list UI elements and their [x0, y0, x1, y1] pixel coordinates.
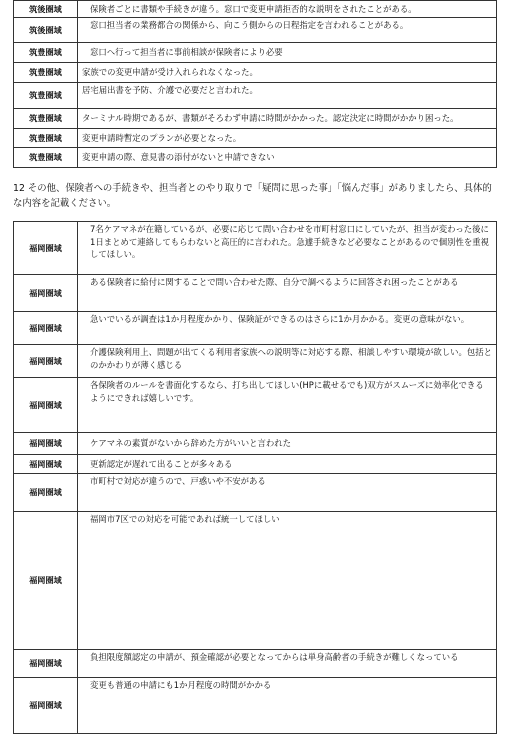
- table-row: [14, 148, 497, 168]
- table-row: [14, 43, 497, 63]
- comment-cell: 居宅届出書を予防、介護で必要だと言われた。: [78, 83, 497, 109]
- comment-cell: 変更も普通の申請にも1か月程度の時間がかかる: [78, 678, 497, 734]
- area-cell: 福岡圏域: [14, 678, 78, 734]
- area-cell: 福岡圏域: [14, 433, 78, 455]
- table-row: [14, 678, 497, 734]
- comment-cell: ある保険者に給付に関することで問い合わせた際、自分で調べるように回答され困ったことがある: [78, 275, 497, 312]
- consultation-table-1: [13, 0, 497, 168]
- table-row: [14, 109, 497, 129]
- comment-cell: 変更申請時暫定のプランが必要となった。: [78, 129, 497, 148]
- area-cell: 福岡圏域: [14, 345, 78, 378]
- comment-cell: 変更申請の際、意見書の添付がないと申請できない: [78, 148, 497, 168]
- table-row: [14, 83, 497, 109]
- area-cell: 筑豊圏域: [14, 83, 78, 109]
- area-cell: 筑豊圏域: [14, 129, 78, 148]
- comment-cell: 家族での変更申請が受け入れられなくなった。: [78, 63, 497, 83]
- area-cell: 筑豊圏域: [14, 109, 78, 129]
- comment-cell: 窓口へ行って担当者に事前相談が保険者により必要: [78, 43, 497, 63]
- area-cell: 福岡圏域: [14, 312, 78, 345]
- table-row: [14, 455, 497, 474]
- comment-cell: 福岡市7区での対応を可能であれば統一してほしい: [78, 512, 497, 650]
- comment-cell: 各保険者のルールを書面化するなら、打ち出してほしい(HPに載せるでも)双方がスムーズに効率化できるようにできれば嬉しいです。: [78, 378, 497, 433]
- area-cell: 筑豊圏域: [14, 148, 78, 168]
- comment-cell: ケアマネの素質がないから辞めた方がいいと言われた: [78, 433, 497, 455]
- area-cell: 筑後圏域: [14, 18, 78, 43]
- consultation-table-2: [13, 221, 497, 734]
- comment-cell: 窓口担当者の業務都合の関係から、向こう側からの日程指定を言われることがある。: [78, 18, 497, 43]
- area-cell: 福岡圏域: [14, 512, 78, 650]
- comment-cell: 介護保険利用上、問題が出てくる利用者家族への説明等に対応する際、相談しやすい環境が欲しい。包括とのかかわりが薄く感じる: [78, 345, 497, 378]
- table-row: [14, 512, 497, 650]
- area-cell: 福岡圏域: [14, 455, 78, 474]
- table-row: [14, 63, 497, 83]
- table-row: [14, 129, 497, 148]
- comment-cell: ターミナル時期であるが、書類がそろわず申請に時間がかかった。認定決定に時間がかかり困った。: [78, 109, 497, 129]
- comment-cell: 負担限度額認定の申請が、預金確認が必要となってからは単身高齢者の手続きが難しくなっている: [78, 650, 497, 678]
- table-row: [14, 345, 497, 378]
- table-row: [14, 378, 497, 433]
- comment-cell: 市町村で対応が違うので、戸惑いや不安がある: [78, 474, 497, 512]
- table-row: [14, 222, 497, 275]
- table-row: [14, 650, 497, 678]
- area-cell: 福岡圏域: [14, 378, 78, 433]
- comment-cell: 保険者ごとに書類や手続きが違う。窓口で変更申請拒否的な説明をされたことがある。: [78, 1, 497, 18]
- area-cell: 筑後圏域: [14, 1, 78, 18]
- question-12-heading: 12 その他、保険者への手続きや、担当者とのやり取りで「疑問に思った事」「悩んだ事」がありましたら、具体的な内容を記載ください。: [13, 183, 492, 210]
- comment-cell: 7名ケアマネが在籍しているが、必要に応じて問い合わせを市町村窓口にしていたが、担当が変わった後に1日まとめて連絡してもらわないと高圧的に言われた。急遽手続きなど必要なことがあるので個別性を重視してほしい。: [78, 222, 497, 275]
- area-cell: 筑豊圏域: [14, 43, 78, 63]
- area-cell: 筑豊圏域: [14, 63, 78, 83]
- table-row: [14, 433, 497, 455]
- table-row: [14, 18, 497, 43]
- area-cell: 福岡圏域: [14, 474, 78, 512]
- table-row: [14, 1, 497, 18]
- area-cell: 福岡圏域: [14, 650, 78, 678]
- comment-cell: 急いでいるが調査は1か月程度かかり、保険証ができるのはさらに1か月かかる。変更の意味がない。: [78, 312, 497, 345]
- table-row: [14, 474, 497, 512]
- table-row: [14, 312, 497, 345]
- comment-cell: 更新認定が遅れて出ることが多々ある: [78, 455, 497, 474]
- area-cell: 福岡圏域: [14, 222, 78, 275]
- table-row: [14, 275, 497, 312]
- area-cell: 福岡圏域: [14, 275, 78, 312]
